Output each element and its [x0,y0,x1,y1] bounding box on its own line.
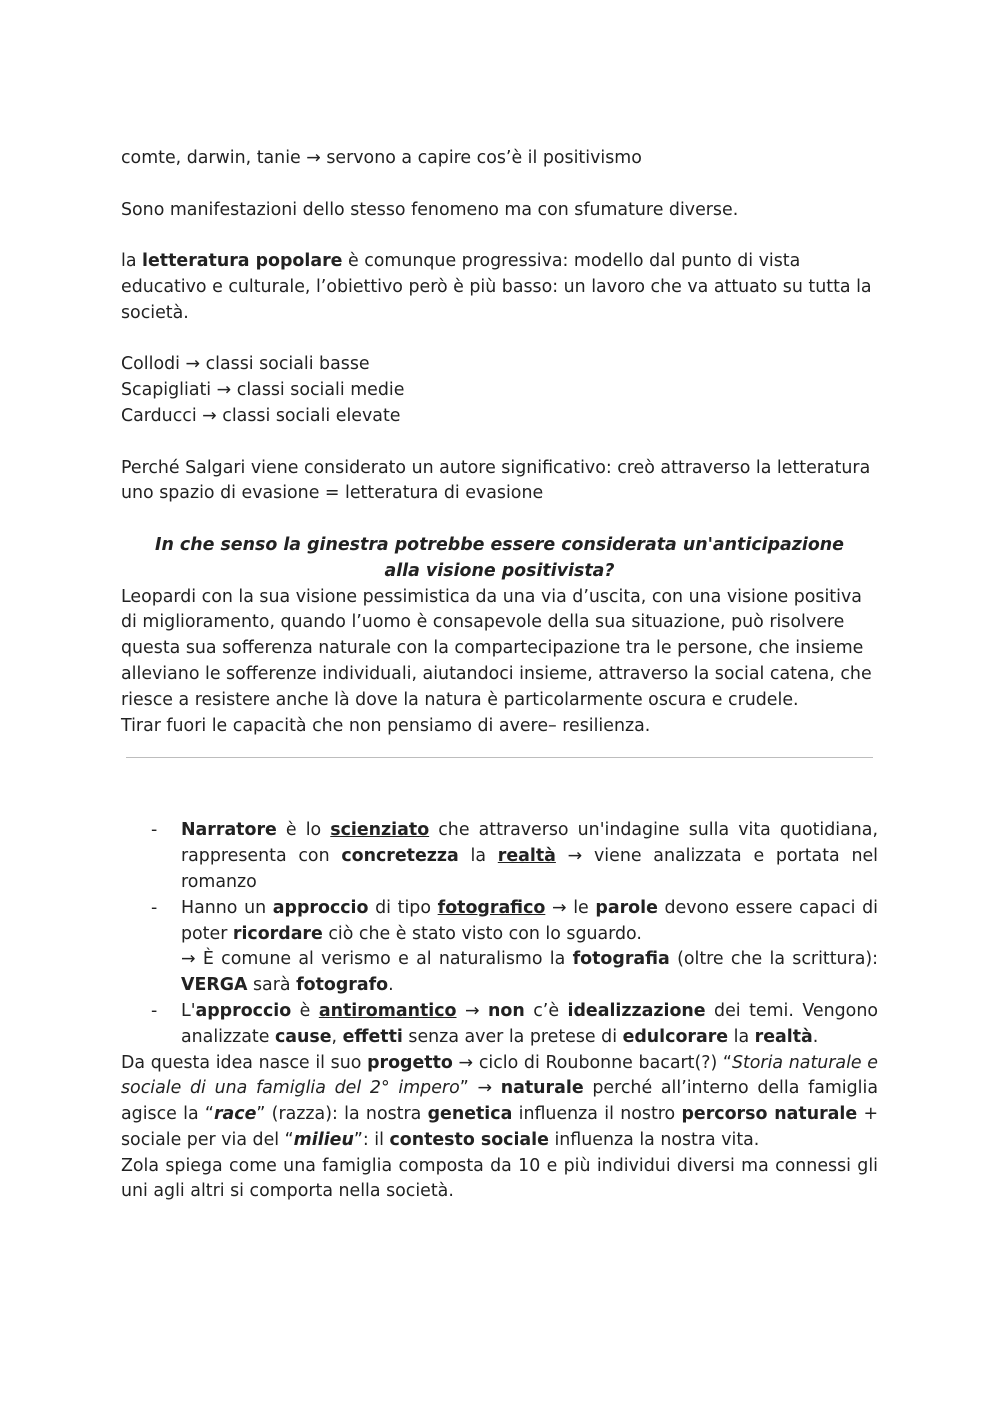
zola-paragraph: Zola spiega come una famiglia composta da 10 e più individui diversi ma connessi gli uni agli altri si comporta nella società. [121,1155,878,1202]
bullet-list [121,818,878,1050]
list-item-narratore: - Narratore è lo scienziato che attraverso un'indagine sulla vita quotidiana, rappresenta con concretezza la realtà → viene analizzata e portata nel romanzo [121,818,878,895]
document-page [121,146,878,1205]
intro-line: comte, darwin, tanie → servono a capire cos’è il positivismo [121,148,642,168]
leopardi-paragraph: Leopardi con la sua visione pessimistica da una via d’uscita, con una visione positiva di miglioramento, quando l’uomo è consapevole della sua situazione, può risolvere questa sua sofferenza naturale con la compartecipazione tra le persone, che insieme alleviano le sofferenze individuali, aiutandoci insieme, attraverso la social catena, che riesce a resistere anche là dove la natura è particolarmente oscura e crudele. [121,586,872,710]
manifestazioni-line: Sono manifestazioni dello stesso fenomeno ma con sfumature diverse. [121,199,739,220]
list-item-approccio-fotografico: - Hanno un approccio di tipo fotografico → le parole devono essere capaci di poter ricordare ciò che è stato visto con lo sguardo. → È comune al verismo e al naturalismo la fotografia (oltre che la scrittura): VERGA sarà fotografo. [121,896,878,999]
classi-line-collodi: Collodi → classi sociali basse [121,354,370,375]
letteratura-popolare-paragraph: la letteratura popolare è comunque progressiva: modello dal punto di vista educativo e culturale, l’obiettivo però è più basso: un lavoro che va attuato su tutta la società. [121,251,872,323]
classi-line-scapigliati: Scapigliati → classi sociali medie [121,380,405,401]
resilienza-line: Tirar fuori le capacità che non pensiamo di avere– resilienza. [121,715,651,736]
classi-line-carducci: Carducci → classi sociali elevate [121,405,401,426]
question-heading: In che senso la ginestra potrebbe essere considerata un'anticipazione alla visione positivista? [155,534,844,581]
progetto-paragraph: Da questa idea nasce il suo progetto → ciclo di Roubonne bacart(?) “Storia naturale e sociale di una famiglia del 2° impero” → naturale perché all’interno della famiglia agisce la “race” (razza): la nostra genetica influenza il nostro percorso naturale + sociale per via del “milieu”: il contesto sociale influenza la nostra vita. [121,1052,879,1150]
list-item-antiromantico: - L'approccio è antiromantico → non c’è idealizzazione dei temi. Vengono analizzate cause, effetti senza aver la pretese di edulcorare la realtà. [121,999,878,1051]
salgari-paragraph: Perché Salgari viene considerato un autore significativo: creò attraverso la letteratura uno spazio di evasione = letteratura di evasione [121,457,871,504]
